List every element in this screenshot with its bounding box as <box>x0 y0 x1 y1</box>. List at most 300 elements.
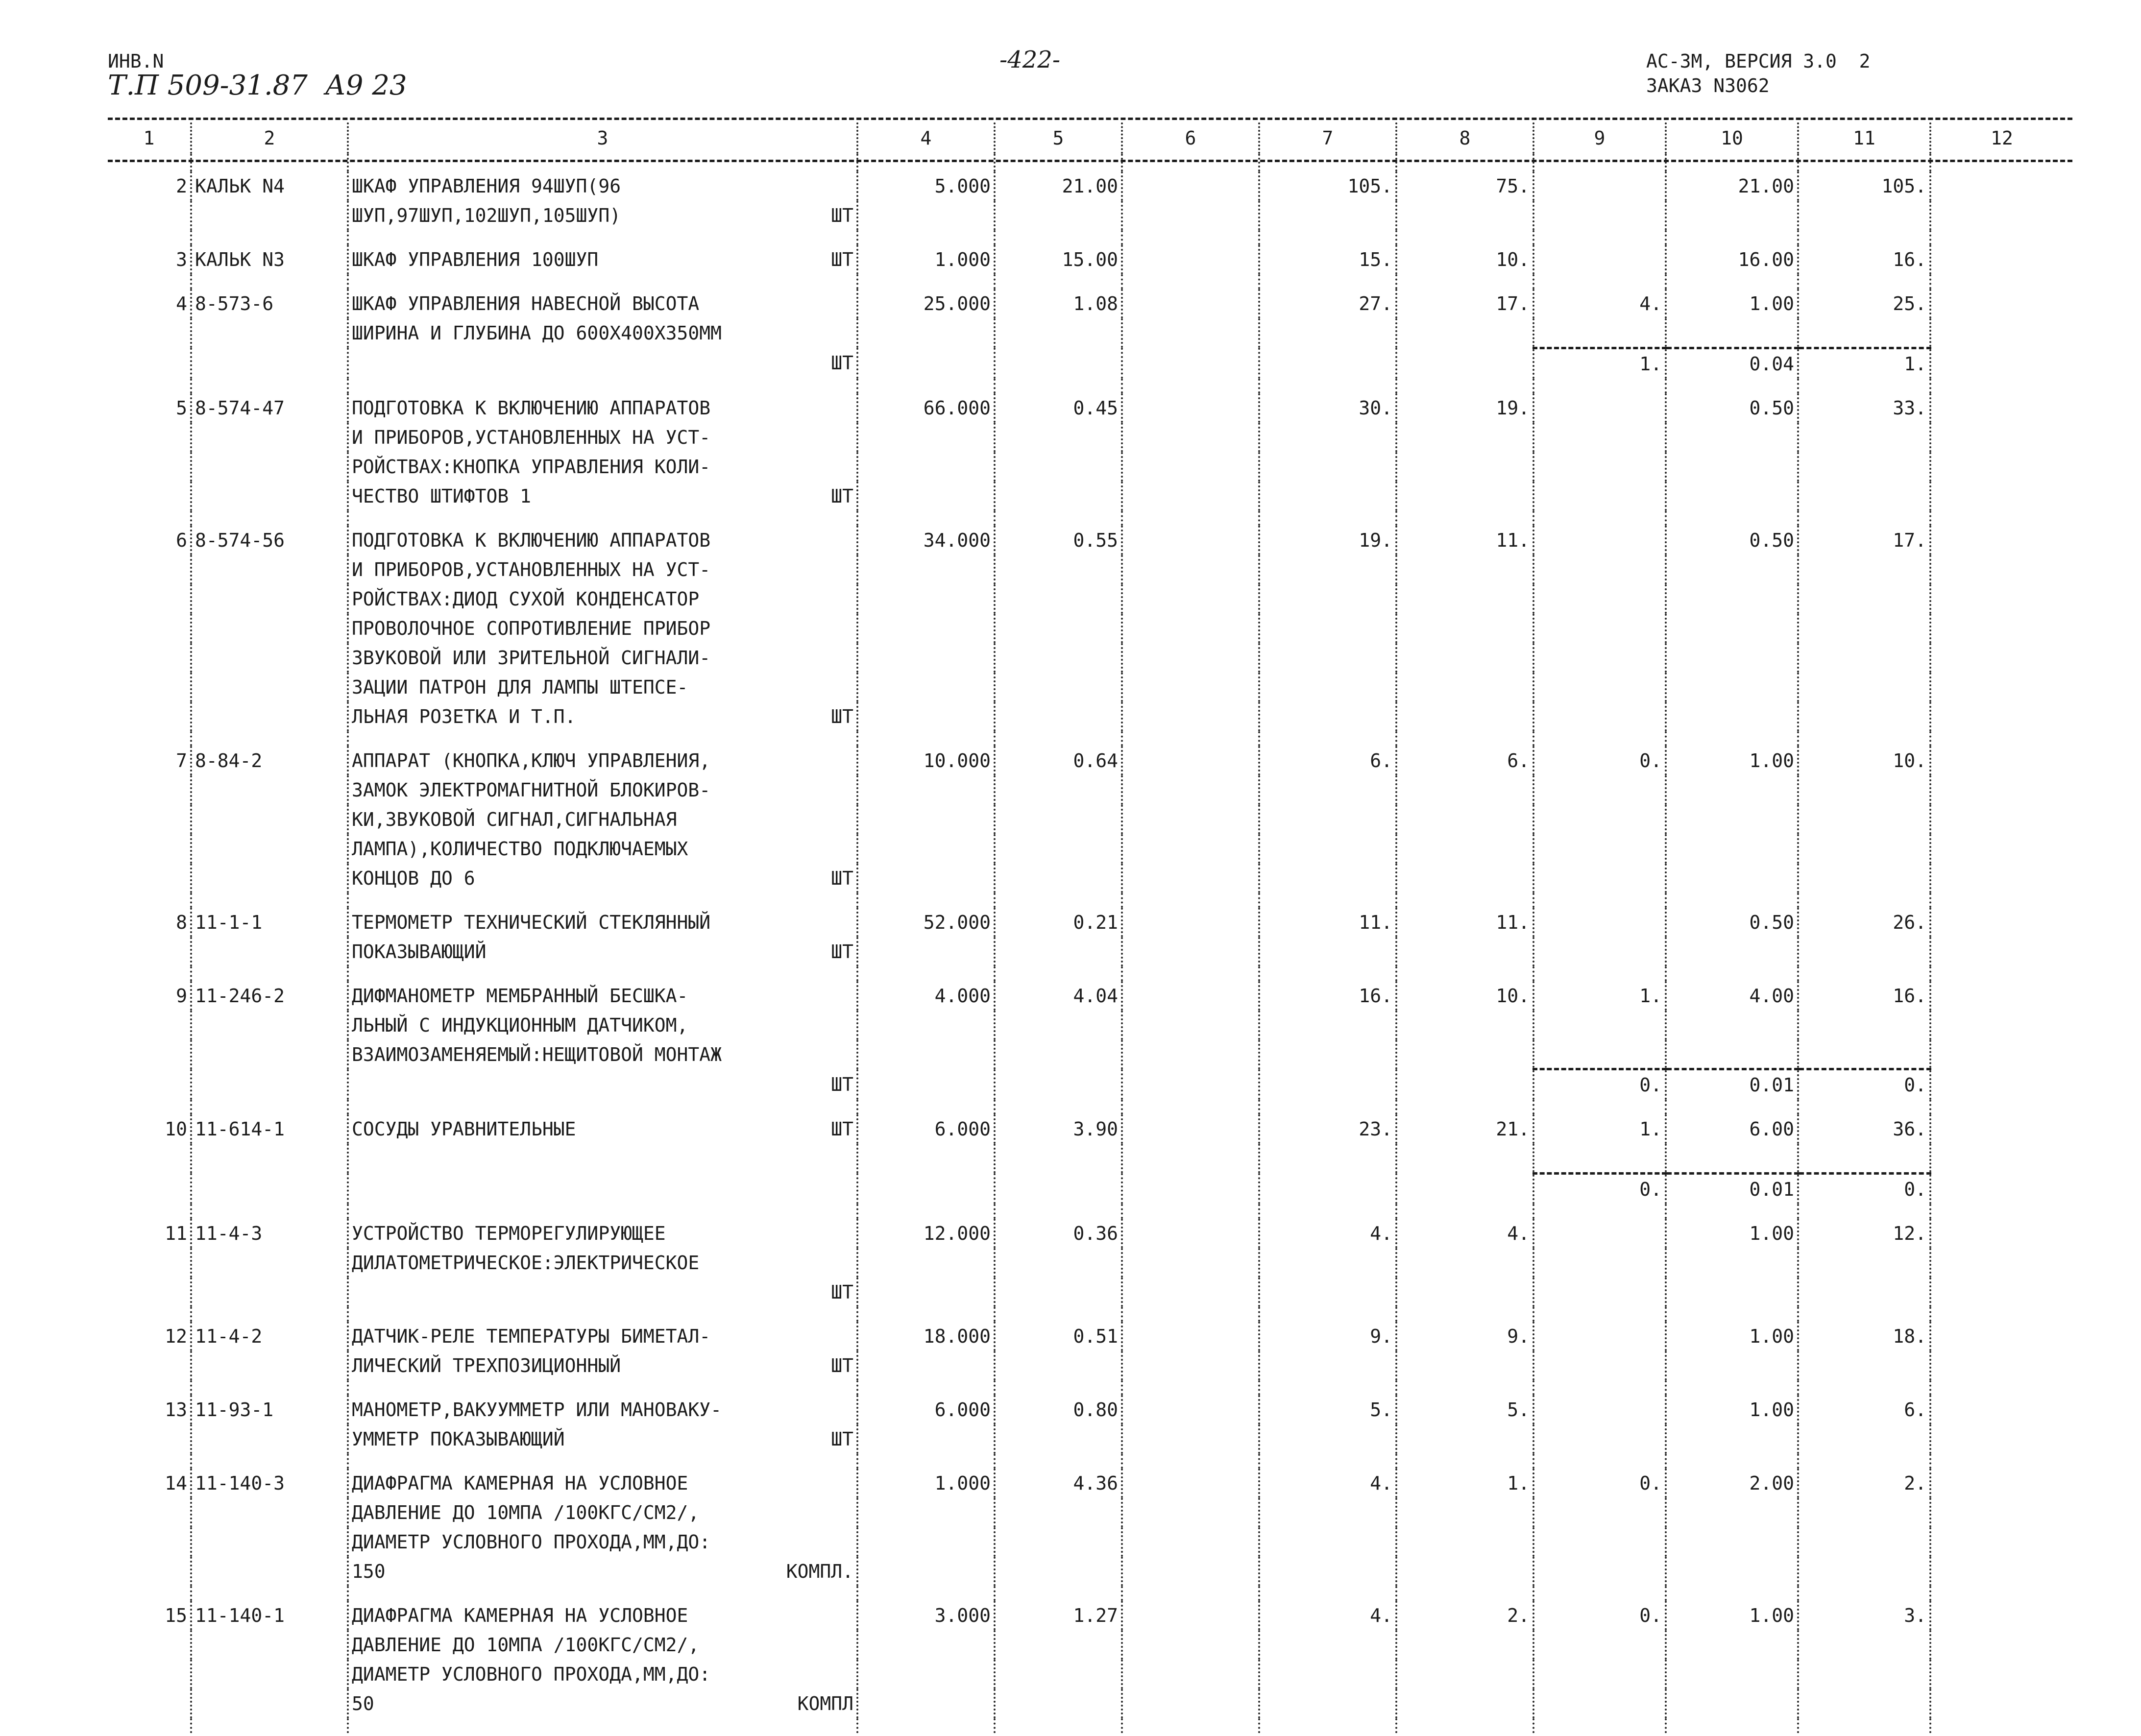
description-line: КИ,ЗВУКОВОЙ СИГНАЛ,СИГНАЛЬНАЯ <box>348 805 857 834</box>
column-8-value <box>1396 1630 1533 1660</box>
column-9-value: 1. <box>1533 1114 1666 1144</box>
description-line: ПОДГОТОВКА К ВКЛЮЧЕНИЮ АППАРАТОВ <box>348 393 857 423</box>
table-row <box>108 1469 2072 1498</box>
column-7-value: 19. <box>1259 526 1396 555</box>
column-11-value: 36. <box>1798 1114 1930 1144</box>
column-12-value <box>1930 201 2072 230</box>
column-8-value <box>1396 1144 1533 1173</box>
column-11-value: 10. <box>1798 746 1930 775</box>
table-body <box>108 122 2072 1733</box>
column-5-value: 0.45 <box>995 393 1122 423</box>
column-5-value <box>995 201 1122 230</box>
column-9-value <box>1533 864 1666 893</box>
column-11-value <box>1798 1351 1930 1380</box>
column-7-value <box>1259 452 1396 482</box>
table-row <box>108 584 2072 614</box>
description-line: ПРОВОЛОЧНОЕ СОПРОТИВЛЕНИЕ ПРИБОР <box>348 614 857 643</box>
column-6-value <box>1122 584 1259 614</box>
rate-code <box>191 318 348 348</box>
table-row <box>108 981 2072 1011</box>
quantity <box>857 584 995 614</box>
column-11-value <box>1798 1660 1930 1689</box>
column-12-value <box>1930 289 2072 318</box>
table-row <box>108 423 2072 452</box>
description-line: ЗАЦИИ ПАТРОН ДЛЯ ЛАМПЫ ШТЕПСЕ- <box>348 673 857 702</box>
column-7-value <box>1259 1689 1396 1718</box>
column-8-value: 75. <box>1396 171 1533 201</box>
unit-of-measure: ШТ <box>831 940 853 963</box>
column-6-value <box>1122 805 1259 834</box>
column-11-value <box>1798 937 1930 966</box>
column-12-value <box>1930 1498 2072 1527</box>
table-row <box>108 834 2072 864</box>
column-9-value <box>1533 201 1666 230</box>
rate-code: 8-84-2 <box>191 746 348 775</box>
column-5-value <box>995 1278 1122 1307</box>
column-11-value: 33. <box>1798 393 1930 423</box>
description-line: ДИЛАТОМЕТРИЧЕСКОЕ:ЭЛЕКТРИЧЕСКОЕ <box>348 1248 857 1278</box>
rate-code <box>191 937 348 966</box>
table-row <box>108 171 2072 201</box>
column-12-value <box>1930 805 2072 834</box>
row-number <box>108 1144 191 1173</box>
column-9-value <box>1533 1248 1666 1278</box>
rate-code <box>191 614 348 643</box>
column-11-value <box>1798 1040 1930 1069</box>
column-6-value <box>1122 1527 1259 1557</box>
column-6-value <box>1122 348 1259 379</box>
column-7-value <box>1259 1351 1396 1380</box>
unit-of-measure: ШТ <box>831 485 853 507</box>
column-8-value <box>1396 1424 1533 1454</box>
column-5-value <box>995 423 1122 452</box>
table-row <box>108 1173 2072 1204</box>
column-8-value: 6. <box>1396 746 1533 775</box>
description-line: АППАРАТ (КНОПКА,КЛЮЧ УПРАВЛЕНИЯ, <box>348 746 857 775</box>
table-row <box>108 805 2072 834</box>
quantity: 4.000 <box>857 981 995 1011</box>
rate-code: КАЛЬК N4 <box>191 171 348 201</box>
column-5-value <box>995 348 1122 379</box>
table-row <box>108 702 2072 731</box>
column-8-value <box>1396 1498 1533 1527</box>
column-6-value <box>1122 1351 1259 1380</box>
column-11-value: 25. <box>1798 289 1930 318</box>
column-7-value <box>1259 1557 1396 1586</box>
rate-code <box>191 1011 348 1040</box>
column-11-value <box>1798 1011 1930 1040</box>
column-10-value <box>1666 937 1798 966</box>
column-6-value <box>1122 1278 1259 1307</box>
column-header: 7 <box>1259 122 1396 154</box>
table-row <box>108 864 2072 893</box>
column-7-value: 9. <box>1259 1322 1396 1351</box>
column-5-value <box>995 1498 1122 1527</box>
description-line <box>348 1278 857 1307</box>
row-number: 12 <box>165 1325 187 1347</box>
quantity: 12.000 <box>857 1219 995 1248</box>
description-line: ЛЬНЫЙ С ИНДУКЦИОННЫМ ДАТЧИКОМ, <box>348 1011 857 1040</box>
column-6-value <box>1122 201 1259 230</box>
rate-code <box>191 348 348 379</box>
column-12-value <box>1930 643 2072 673</box>
column-9-value <box>1533 702 1666 731</box>
description-line: ДАВЛЕНИЕ ДО 10МПА /100КГС/СМ2/, <box>348 1630 857 1660</box>
description-line: ДИАМЕТР УСЛОВНОГО ПРОХОДА,ММ,ДО: <box>348 1660 857 1689</box>
column-10-value: 0.01 <box>1666 1069 1798 1100</box>
rate-code <box>191 1498 348 1527</box>
description-line: ДИАФРАГМА КАМЕРНАЯ НА УСЛОВНОЕ <box>348 1469 857 1498</box>
column-11-value: 0. <box>1798 1173 1930 1204</box>
rate-code <box>191 482 348 511</box>
row-number <box>108 673 191 702</box>
column-10-value: 0.50 <box>1666 526 1798 555</box>
column-7-value <box>1259 1069 1396 1100</box>
column-8-value <box>1396 1278 1533 1307</box>
spacer-row <box>108 1380 2072 1395</box>
row-number <box>108 1011 191 1040</box>
rate-code <box>191 864 348 893</box>
spacer-row <box>108 230 2072 245</box>
table-row <box>108 482 2072 511</box>
quantity: 6.000 <box>857 1114 995 1144</box>
column-7-value <box>1259 937 1396 966</box>
column-8-value <box>1396 584 1533 614</box>
row-number: 3 <box>176 249 187 270</box>
table-row <box>108 318 2072 348</box>
row-number <box>108 1498 191 1527</box>
rate-code <box>191 1351 348 1380</box>
row-number <box>108 348 191 379</box>
column-10-value <box>1666 643 1798 673</box>
column-6-value <box>1122 289 1259 318</box>
column-8-value: 4. <box>1396 1219 1533 1248</box>
column-header-row <box>108 122 2072 154</box>
quantity: 52.000 <box>857 908 995 937</box>
description-line: ЗВУКОВОЙ ИЛИ ЗРИТЕЛЬНОЙ СИГНАЛИ- <box>348 643 857 673</box>
column-8-value <box>1396 1011 1533 1040</box>
quantity <box>857 1351 995 1380</box>
column-5-value <box>995 775 1122 805</box>
rate-code: 11-4-3 <box>191 1219 348 1248</box>
column-7-value <box>1259 834 1396 864</box>
column-10-value <box>1666 201 1798 230</box>
table-row <box>108 245 2072 274</box>
column-6-value <box>1122 1219 1259 1248</box>
column-9-value <box>1533 1498 1666 1527</box>
column-9-value <box>1533 1278 1666 1307</box>
rate-code: 11-4-2 <box>191 1322 348 1351</box>
column-8-value <box>1396 1248 1533 1278</box>
column-6-value <box>1122 1424 1259 1454</box>
quantity: 1.000 <box>857 1469 995 1498</box>
table-row <box>108 1395 2072 1424</box>
column-7-value: 16. <box>1259 981 1396 1011</box>
rate-code <box>191 555 348 584</box>
quantity <box>857 937 995 966</box>
column-10-value <box>1666 775 1798 805</box>
column-6-value <box>1122 643 1259 673</box>
rate-code: 11-1-1 <box>191 908 348 937</box>
column-5-value <box>995 555 1122 584</box>
column-9-value <box>1533 1660 1666 1689</box>
row-number <box>108 1557 191 1586</box>
column-12-value <box>1930 318 2072 348</box>
column-12-value <box>1930 1689 2072 1718</box>
row-number <box>108 834 191 864</box>
quantity <box>857 775 995 805</box>
quantity: 5.000 <box>857 171 995 201</box>
column-8-value: 10. <box>1396 245 1533 274</box>
rate-code <box>191 1248 348 1278</box>
column-10-value <box>1666 1630 1798 1660</box>
rate-code: 11-246-2 <box>191 981 348 1011</box>
column-6-value <box>1122 1069 1259 1100</box>
column-8-value <box>1396 1040 1533 1069</box>
column-10-value <box>1666 1011 1798 1040</box>
row-number: 13 <box>165 1398 187 1421</box>
column-11-value <box>1798 805 1930 834</box>
column-9-value <box>1533 643 1666 673</box>
column-10-value <box>1666 1498 1798 1527</box>
rate-code <box>191 1069 348 1100</box>
unit-of-measure: ШТ <box>831 205 853 226</box>
rate-code <box>191 452 348 482</box>
table-row <box>108 393 2072 423</box>
column-8-value <box>1396 1689 1533 1718</box>
row-number <box>108 1630 191 1660</box>
rate-code <box>191 805 348 834</box>
description-line <box>348 348 857 379</box>
table-row <box>108 1069 2072 1100</box>
column-header: 8 <box>1396 122 1533 154</box>
column-11-value <box>1798 1424 1930 1454</box>
column-12-value <box>1930 1395 2072 1424</box>
column-header: 12 <box>1930 122 2072 154</box>
program-version: АС-3М, ВЕРСИЯ 3.0 2 <box>1646 50 1871 72</box>
table-row <box>108 1601 2072 1630</box>
row-number <box>108 318 191 348</box>
column-7-value <box>1259 864 1396 893</box>
unit-of-measure: КОМПЛ. <box>786 1560 853 1582</box>
column-11-value <box>1798 318 1930 348</box>
column-7-value: 27. <box>1259 289 1396 318</box>
column-9-value <box>1533 1219 1666 1248</box>
column-12-value <box>1930 834 2072 864</box>
column-11-value: 3. <box>1798 1601 1930 1630</box>
column-11-value <box>1798 614 1930 643</box>
table-row <box>108 673 2072 702</box>
column-7-value: 4. <box>1259 1601 1396 1630</box>
column-12-value <box>1930 1601 2072 1630</box>
row-number <box>108 1527 191 1557</box>
rate-code: 11-140-1 <box>191 1601 348 1630</box>
row-number: 5 <box>176 397 187 419</box>
column-8-value <box>1396 423 1533 452</box>
table-row <box>108 1424 2072 1454</box>
column-12-value <box>1930 1114 2072 1144</box>
column-6-value <box>1122 171 1259 201</box>
column-10-value <box>1666 1144 1798 1173</box>
column-10-value <box>1666 555 1798 584</box>
column-9-value <box>1533 1040 1666 1069</box>
column-5-value <box>995 1144 1122 1173</box>
column-8-value <box>1396 555 1533 584</box>
column-8-value: 5. <box>1396 1395 1533 1424</box>
column-11-value <box>1798 1144 1930 1173</box>
column-9-value <box>1533 673 1666 702</box>
description-line: И ПРИБОРОВ,УСТАНОВЛЕННЫХ НА УСТ- <box>348 423 857 452</box>
column-11-value <box>1798 584 1930 614</box>
column-9-value <box>1533 937 1666 966</box>
column-12-value <box>1930 452 2072 482</box>
unit-of-measure: ШТ <box>831 1428 853 1450</box>
column-7-value <box>1259 614 1396 643</box>
column-8-value: 1. <box>1396 1469 1533 1498</box>
column-5-value <box>995 805 1122 834</box>
spacer-row <box>108 1718 2072 1733</box>
description-line <box>348 1173 857 1204</box>
column-12-value <box>1930 614 2072 643</box>
column-6-value <box>1122 1395 1259 1424</box>
table-row <box>108 1660 2072 1689</box>
column-7-value <box>1259 702 1396 731</box>
column-6-value <box>1122 673 1259 702</box>
column-12-value <box>1930 937 2072 966</box>
column-7-value <box>1259 584 1396 614</box>
table-row <box>108 1498 2072 1527</box>
column-6-value <box>1122 1498 1259 1527</box>
inventory-label: ИНВ.N <box>108 50 164 72</box>
quantity <box>857 1498 995 1527</box>
quantity <box>857 1660 995 1689</box>
spacer-row <box>108 1307 2072 1322</box>
column-8-value: 17. <box>1396 289 1533 318</box>
column-9-value <box>1533 393 1666 423</box>
table-row <box>108 289 2072 318</box>
rate-code <box>191 1689 348 1718</box>
column-5-value <box>995 834 1122 864</box>
description-line: МАНОМЕТР,ВАКУУММЕТР ИЛИ МАНОВАКУ- <box>348 1395 857 1424</box>
column-6-value <box>1122 614 1259 643</box>
row-number: 8 <box>176 911 187 933</box>
column-6-value <box>1122 1689 1259 1718</box>
column-10-value <box>1666 1424 1798 1454</box>
rate-code <box>191 1040 348 1069</box>
column-9-value: 0. <box>1533 1601 1666 1630</box>
column-12-value <box>1930 1424 2072 1454</box>
column-6-value <box>1122 1660 1259 1689</box>
column-11-value <box>1798 1278 1930 1307</box>
row-number: 2 <box>176 175 187 197</box>
column-7-value <box>1259 1527 1396 1557</box>
column-6-value <box>1122 1322 1259 1351</box>
rate-code <box>191 1557 348 1586</box>
table-row <box>108 1114 2072 1144</box>
quantity: 6.000 <box>857 1395 995 1424</box>
column-11-value <box>1798 555 1930 584</box>
column-11-value <box>1798 1689 1930 1718</box>
column-6-value <box>1122 1248 1259 1278</box>
column-6-value <box>1122 1011 1259 1040</box>
column-8-value <box>1396 805 1533 834</box>
column-6-value <box>1122 834 1259 864</box>
description-line: КОНЦОВ ДО 6 ШТ <box>348 864 857 893</box>
table-row <box>108 452 2072 482</box>
column-9-value <box>1533 614 1666 643</box>
spacer-row <box>108 1454 2072 1469</box>
column-10-value: 2.00 <box>1666 1469 1798 1498</box>
column-11-value: 0. <box>1798 1069 1930 1100</box>
table-row <box>108 1248 2072 1278</box>
column-8-value <box>1396 482 1533 511</box>
column-header: 6 <box>1122 122 1259 154</box>
column-8-value: 2. <box>1396 1601 1533 1630</box>
column-7-value <box>1259 1278 1396 1307</box>
rate-code <box>191 1424 348 1454</box>
column-8-value <box>1396 1069 1533 1100</box>
quantity: 25.000 <box>857 289 995 318</box>
column-9-value <box>1533 1630 1666 1660</box>
row-number <box>108 201 191 230</box>
column-12-value <box>1930 584 2072 614</box>
rate-code <box>191 1630 348 1660</box>
column-9-value: 0. <box>1533 1069 1666 1100</box>
rate-code <box>191 673 348 702</box>
unit-of-measure: ШТ <box>831 1118 853 1140</box>
row-number <box>108 1278 191 1307</box>
row-number <box>108 614 191 643</box>
rate-code <box>191 1173 348 1204</box>
spacer-row <box>108 893 2072 908</box>
table-row <box>108 1278 2072 1307</box>
row-number <box>108 1689 191 1718</box>
column-8-value <box>1396 937 1533 966</box>
column-8-value: 10. <box>1396 981 1533 1011</box>
column-9-value <box>1533 584 1666 614</box>
column-10-value: 0.50 <box>1666 908 1798 937</box>
column-10-value <box>1666 1040 1798 1069</box>
column-5-value: 3.90 <box>995 1114 1122 1144</box>
column-8-value <box>1396 1173 1533 1204</box>
quantity: 66.000 <box>857 393 995 423</box>
column-header: 5 <box>995 122 1122 154</box>
row-number <box>108 1173 191 1204</box>
column-5-value <box>995 1040 1122 1069</box>
column-header: 11 <box>1798 122 1930 154</box>
rate-code: 11-140-3 <box>191 1469 348 1498</box>
column-7-value: 30. <box>1259 393 1396 423</box>
column-8-value <box>1396 673 1533 702</box>
spacer-row <box>108 1586 2072 1601</box>
rate-code: 11-614-1 <box>191 1114 348 1144</box>
column-10-value: 0.50 <box>1666 393 1798 423</box>
column-9-value <box>1533 1689 1666 1718</box>
rate-code <box>191 643 348 673</box>
column-7-value <box>1259 1424 1396 1454</box>
column-7-value: 4. <box>1259 1219 1396 1248</box>
description-line: УММЕТР ПОКАЗЫВАЮЩИЙ ШТ <box>348 1424 857 1454</box>
description-line: РОЙСТВАХ:ДИОД СУХОЙ КОНДЕНСАТОР <box>348 584 857 614</box>
column-10-value <box>1666 584 1798 614</box>
column-12-value <box>1930 1069 2072 1100</box>
row-number: 4 <box>176 293 187 314</box>
description-line <box>348 1069 857 1100</box>
quantity <box>857 1689 995 1718</box>
column-9-value <box>1533 482 1666 511</box>
column-7-value <box>1259 673 1396 702</box>
column-5-value: 0.21 <box>995 908 1122 937</box>
